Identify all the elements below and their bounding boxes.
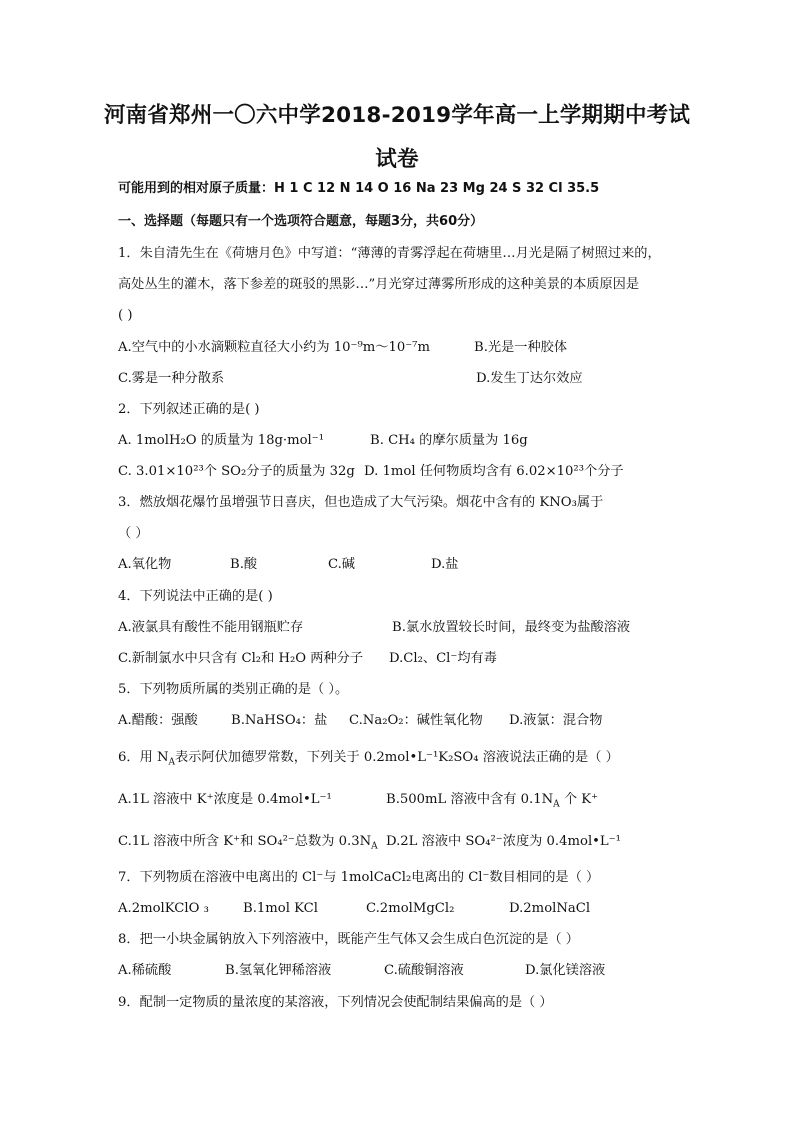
question-2-stem: 2．下列叙述正确的是( ) [118,402,260,417]
exam-title-line-1: 河南省郑州一〇六中学2018-2019学年高一上学期期中考试 [103,103,691,128]
question-7-option-a: A.2molKClO ₃ [118,901,209,916]
question-1-stem-line-1: 1．朱自清先生在《荷塘月色》中写道：“薄薄的青雾浮起在荷塘里…月光是隔了树照过来的， [118,246,661,261]
question-3-option-a: A.氧化物 [118,557,172,572]
question-3-option-b: B.酸 [230,557,258,572]
question-2-option-d: D. 1mol 任何物质均含有 6.02×10²³个分子 [364,464,624,479]
question-8-option-a: A.稀硫酸 [118,963,172,978]
question-4-option-d: D.Cl₂、Cl⁻均有毒 [389,651,497,666]
question-2-option-a: A. 1molH₂O 的质量为 18g·mol⁻¹ [118,433,325,448]
question-6-option-a: A.1L 溶液中 K⁺浓度是 0.4mol•L⁻¹ [118,792,332,807]
question-1-option-d: D.发生丁达尔效应 [476,371,583,386]
question-3-stem-line-2: （ ） [118,526,149,541]
question-8-option-d: D.氯化镁溶液 [525,963,606,978]
question-7-stem: 7．下列物质在溶液中电离出的 Cl⁻与 1molCaCl₂电离出的 Cl⁻数目相同的是（ ） [118,870,600,885]
question-1-option-c: C.雾是一种分散系 [118,371,225,386]
question-9-stem: 9．配制一定物质的量浓度的某溶液，下列情况会使配制结果偏高的是（ ） [118,995,553,1010]
question-4-option-c: C.新制氯水中只含有 Cl₂和 H₂O 两种分子 [118,651,364,666]
question-5-option-b: B.NaHSO₄：盐 [231,713,328,728]
exam-title-line-2: 试卷 [375,147,419,172]
question-7-option-b: B.1mol KCl [243,901,318,916]
question-6-option-c: C.1L 溶液中所含 K⁺和 SO₄²⁻总数为 $0.3N_A$ [118,834,378,852]
question-5-option-d: D.液氯：混合物 [509,713,603,728]
question-8-stem: 8．把一小块金属钠放入下列溶液中，既能产生气体又会生成白色沉淀的是（ ） [118,932,579,947]
question-1-stem-line-3: ( ) [118,308,133,323]
question-1-stem-line-2: 高处丛生的灌木，落下参差的斑驳的黑影…”月光穿过薄雾所形成的这种美景的本质原因是 [118,277,640,292]
question-3-option-c: C.碱 [328,557,355,572]
question-3-option-d: D.盐 [431,557,459,572]
question-6-stem: 6．用 $N_A$表示阿伏加德罗常数，下列关于 0.2mol•L⁻¹K₂SO₄ 溶液说法正确的是（ ） [118,750,619,768]
question-2-option-c: C. 3.01×10²³个 SO₂分子的质量为 32g [118,464,355,479]
question-8-option-b: B.氢氧化钾稀溶液 [225,963,332,978]
question-7-option-d: D.2molNaCl [509,901,591,916]
atomic-masses-note: 可能用到的相对原子质量：H 1 C 12 N 14 O 16 Na 23 Mg 24 S 32 Cl 35.5 [118,181,600,196]
question-1-option-a: A.空气中的小水滴颗粒直径大小约为 10⁻⁹m～10⁻⁷m [118,340,430,355]
question-7-option-c: C.2molMgCl₂ [366,901,455,916]
question-4-stem: 4．下列说法中正确的是( ) [118,589,273,604]
question-5-option-a: A.醋酸：强酸 [118,713,198,728]
question-6-option-b: B.500mL 溶液中含有 $0.1N_A$ 个 K⁺ [386,792,599,810]
question-3-stem-line-1: 3．燃放烟花爆竹虽增强节日喜庆，但也造成了大气污染。烟花中含有的 KNO₃属于 [118,495,604,510]
question-5-stem: 5．下列物质所属的类别正确的是（ ）。 [118,682,349,697]
question-8-option-c: C.硫酸铜溶液 [384,963,464,978]
question-1-option-b: B.光是一种胶体 [474,340,568,355]
question-2-option-b: B. CH₄ 的摩尔质量为 16g [370,433,528,448]
question-5-option-c: C.Na₂O₂：碱性氧化物 [349,713,483,728]
question-4-option-a: A.液氯具有酸性不能用钢瓶贮存 [118,620,304,635]
question-4-option-b: B.氯水放置较长时间，最终变为盐酸溶液 [392,620,631,635]
section-heading-choice: 一、选择题（每题只有一个选项符合题意，每题3分，共60分） [118,214,484,229]
question-6-option-d: D.2L 溶液中 SO₄²⁻浓度为 0.4mol•L⁻¹ [386,834,621,849]
